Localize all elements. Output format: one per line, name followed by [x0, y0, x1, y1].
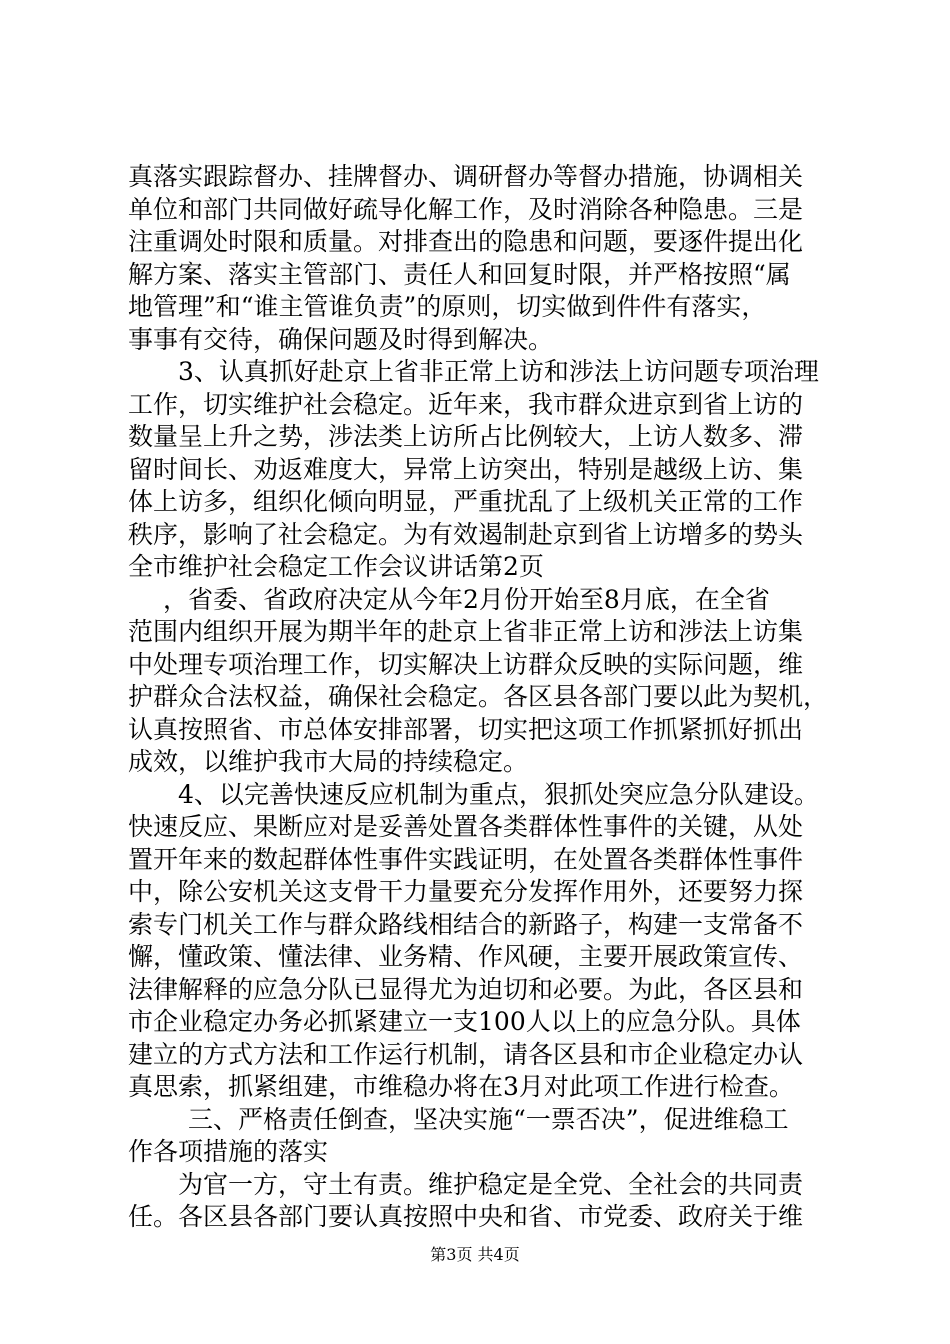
body-text-line: 事事有交待，确保问题及时得到解决。 [128, 325, 554, 354]
body-text-line: 成效，以维护我市大局的持续稳定。 [128, 747, 529, 776]
body-text-line: 范围内组织开展为期半年的赴京上省非正常上访和涉法上访集 [128, 617, 804, 646]
body-text-line: 为官一方，守土有责。维护稳定是全党、全社会的共同责 [178, 1170, 804, 1199]
body-text-line: 解方案、落实主管部门、责任人和回复时限，并严格按照“属 [128, 260, 791, 289]
body-text-line: 中处理专项治理工作，切实解决上访群众反映的实际问题，维 [128, 650, 804, 679]
body-text-line: 任。各区县各部门要认真按照中央和省、市党委、政府关于维 [128, 1202, 804, 1231]
body-text-line: 工作，切实维护社会稳定。近年来，我市群众进京到省上访的 [128, 390, 804, 419]
body-text-line: 护群众合法权益，确保社会稳定。各区县各部门要以此为契机， [128, 682, 829, 711]
page-marker-line: 全市维护社会稳定工作会议讲话第2页 [128, 552, 544, 581]
body-text-line: 索专门机关工作与群众路线相结合的新路子，构建一支常备不 [128, 910, 804, 939]
body-text-line: 单位和部门共同做好疏导化解工作，及时消除各种隐患。三是 [128, 195, 804, 224]
body-text-line: 中，除公安机关这支骨干力量要充分发挥作用外，还要努力探 [128, 877, 804, 906]
body-text-line: 法律解释的应急分队已显得尤为迫切和必要。为此，各区县和 [128, 975, 804, 1004]
body-text-line: 真思索，抓紧组建，市维稳办将在3月对此项工作进行检查。 [128, 1072, 794, 1101]
section-heading-3: 三、严格责任倒查，坚决实施“一票否决”，促进维稳工 [188, 1105, 789, 1134]
body-text-line: 真落实跟踪督办、挂牌督办、调研督办等督办措施，协调相关 [128, 162, 804, 191]
body-text-line: 秩序，影响了社会稳定。为有效遏制赴京到省上访增多的势头 [128, 520, 804, 549]
page-footer: 第3页 共4页 [430, 1245, 520, 1264]
body-text-line: 数量呈上升之势，涉法类上访所占比例较大，上访人数多、滞 [128, 422, 804, 451]
body-text-line: 建立的方式方法和工作运行机制，请各区县和市企业稳定办认 [128, 1040, 804, 1069]
body-text-line: ，省委、省政府决定从今年2月份开始至8月底，在全省 [163, 585, 770, 614]
body-text-line: 认真按照省、市总体安排部署，切实把这项工作抓紧抓好抓出 [128, 715, 804, 744]
body-text-line: 懈，懂政策、懂法律、业务精、作风硬，主要开展政策宣传、 [128, 942, 804, 971]
body-text-line: 体上访多，组织化倾向明显，严重扰乱了上级机关正常的工作 [128, 487, 804, 516]
body-text-line: 置开年来的数起群体性事件实践证明，在处置各类群体性事件 [128, 845, 804, 874]
body-text-line: 留时间长、劝返难度大，异常上访突出，特别是越级上访、集 [128, 455, 804, 484]
paragraph-heading-3: 3、认真抓好赴京上省非正常上访和涉法上访问题专项治理 [178, 357, 819, 386]
body-text-line: 地管理”和“谁主管谁负责”的原则，切实做到件件有落实， [128, 292, 767, 321]
section-heading-3-cont: 作各项措施的落实 [128, 1137, 329, 1166]
body-text-line: 注重调处时限和质量。对排查出的隐患和问题，要逐件提出化 [128, 227, 804, 256]
body-text-line: 快速反应、果断应对是妥善处置各类群体性事件的关键，从处 [128, 812, 804, 841]
paragraph-heading-4: 4、以完善快速反应机制为重点，狠抓处突应急分队建设。 [178, 780, 819, 809]
body-text-line: 市企业稳定办务必抓紧建立一支100人以上的应急分队。具体 [128, 1007, 801, 1036]
